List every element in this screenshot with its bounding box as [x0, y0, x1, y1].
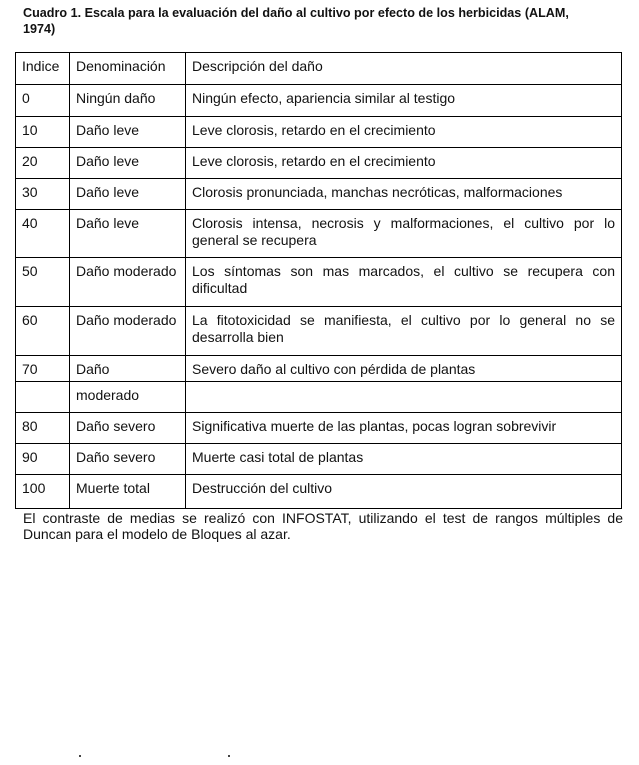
cell-descripcion: Ningún efecto, apariencia similar al testigo	[186, 85, 622, 117]
cell-denominacion: Daño leve	[70, 210, 186, 258]
cell-indice: 10	[16, 117, 70, 148]
cell-descripcion: La fitotoxicidad se manifiesta, el cultivo por lo general no se desarrolla bien	[186, 307, 622, 356]
table-row	[16, 179, 622, 210]
table-row	[16, 117, 622, 148]
cell-descripcion: Severo daño al cultivo con pérdida de plantas	[186, 356, 622, 381]
cell-descripcion: Los síntomas son mas marcados, el cultivo se recupera con dificultad	[186, 258, 622, 307]
table-row	[16, 85, 622, 117]
cell-descripcion: Significativa muerte de las plantas, pocas logran sobrevivir	[186, 413, 622, 444]
cell-denominacion: Ningún daño	[70, 85, 186, 117]
table-row	[16, 413, 622, 444]
cell-denominacion: Daño severo	[70, 413, 186, 444]
caption-line-2: 1974)	[23, 22, 56, 36]
cell-indice: 0	[16, 85, 70, 117]
damage-scale-table-continuation	[15, 381, 622, 509]
cell-indice: 50	[16, 258, 70, 307]
cell-descripcion: Clorosis intensa, necrosis y malformaciones, el cultivo por lo general se recupera	[186, 210, 622, 258]
header-denominacion: Denominación	[70, 53, 186, 85]
header-descripcion: Descripción del daño	[186, 53, 622, 85]
cell-descripcion: Leve clorosis, retardo en el crecimiento	[186, 117, 622, 148]
cell-denominacion: Daño moderado	[70, 258, 186, 307]
cell-denominacion: Daño severo	[70, 444, 186, 475]
cell-indice: 60	[16, 307, 70, 356]
cell-denominacion: Daño leve	[70, 117, 186, 148]
table-row	[16, 475, 622, 509]
table-row	[16, 307, 622, 356]
cell-descripcion: Destrucción del cultivo	[186, 475, 622, 509]
table-row	[16, 258, 622, 307]
cell-denominacion: Muerte total	[70, 475, 186, 509]
cell-indice: 90	[16, 444, 70, 475]
stray-mark	[228, 755, 230, 757]
table-row	[16, 356, 622, 381]
cell-indice: 40	[16, 210, 70, 258]
cell-descripcion	[186, 382, 622, 413]
cell-denominacion: Daño leve	[70, 179, 186, 210]
cell-indice: 80	[16, 413, 70, 444]
cell-indice: 100	[16, 475, 70, 509]
damage-scale-table	[15, 52, 622, 381]
table-row	[16, 148, 622, 179]
cell-indice: 70	[16, 356, 70, 381]
cell-denominacion: Daño leve	[70, 148, 186, 179]
cell-indice: 20	[16, 148, 70, 179]
caption-line-1: Cuadro 1. Escala para la evaluación del daño al cultivo por efecto de los herbicidas (ALAM,	[23, 6, 569, 20]
cell-denominacion: Daño moderado	[70, 307, 186, 356]
cell-denominacion: Daño	[70, 356, 186, 381]
cell-indice	[16, 382, 70, 413]
cell-descripcion: Muerte casi total de plantas	[186, 444, 622, 475]
table-header-row	[16, 53, 622, 85]
cell-indice: 30	[16, 179, 70, 210]
table-caption	[23, 5, 623, 37]
cell-descripcion: Clorosis pronunciada, manchas necróticas, malformaciones	[186, 179, 622, 210]
cell-descripcion: Leve clorosis, retardo en el crecimiento	[186, 148, 622, 179]
stray-mark	[79, 755, 81, 757]
header-indice: Indice	[16, 53, 70, 85]
table-row	[16, 444, 622, 475]
cell-denominacion: moderado	[70, 382, 186, 413]
footer-note: El contraste de medias se realizó con INFOSTAT, utilizando el test de rangos múltiples de Duncan para el modelo de Bloques al azar.	[23, 510, 623, 542]
table-row	[16, 210, 622, 258]
table-row	[16, 382, 622, 413]
